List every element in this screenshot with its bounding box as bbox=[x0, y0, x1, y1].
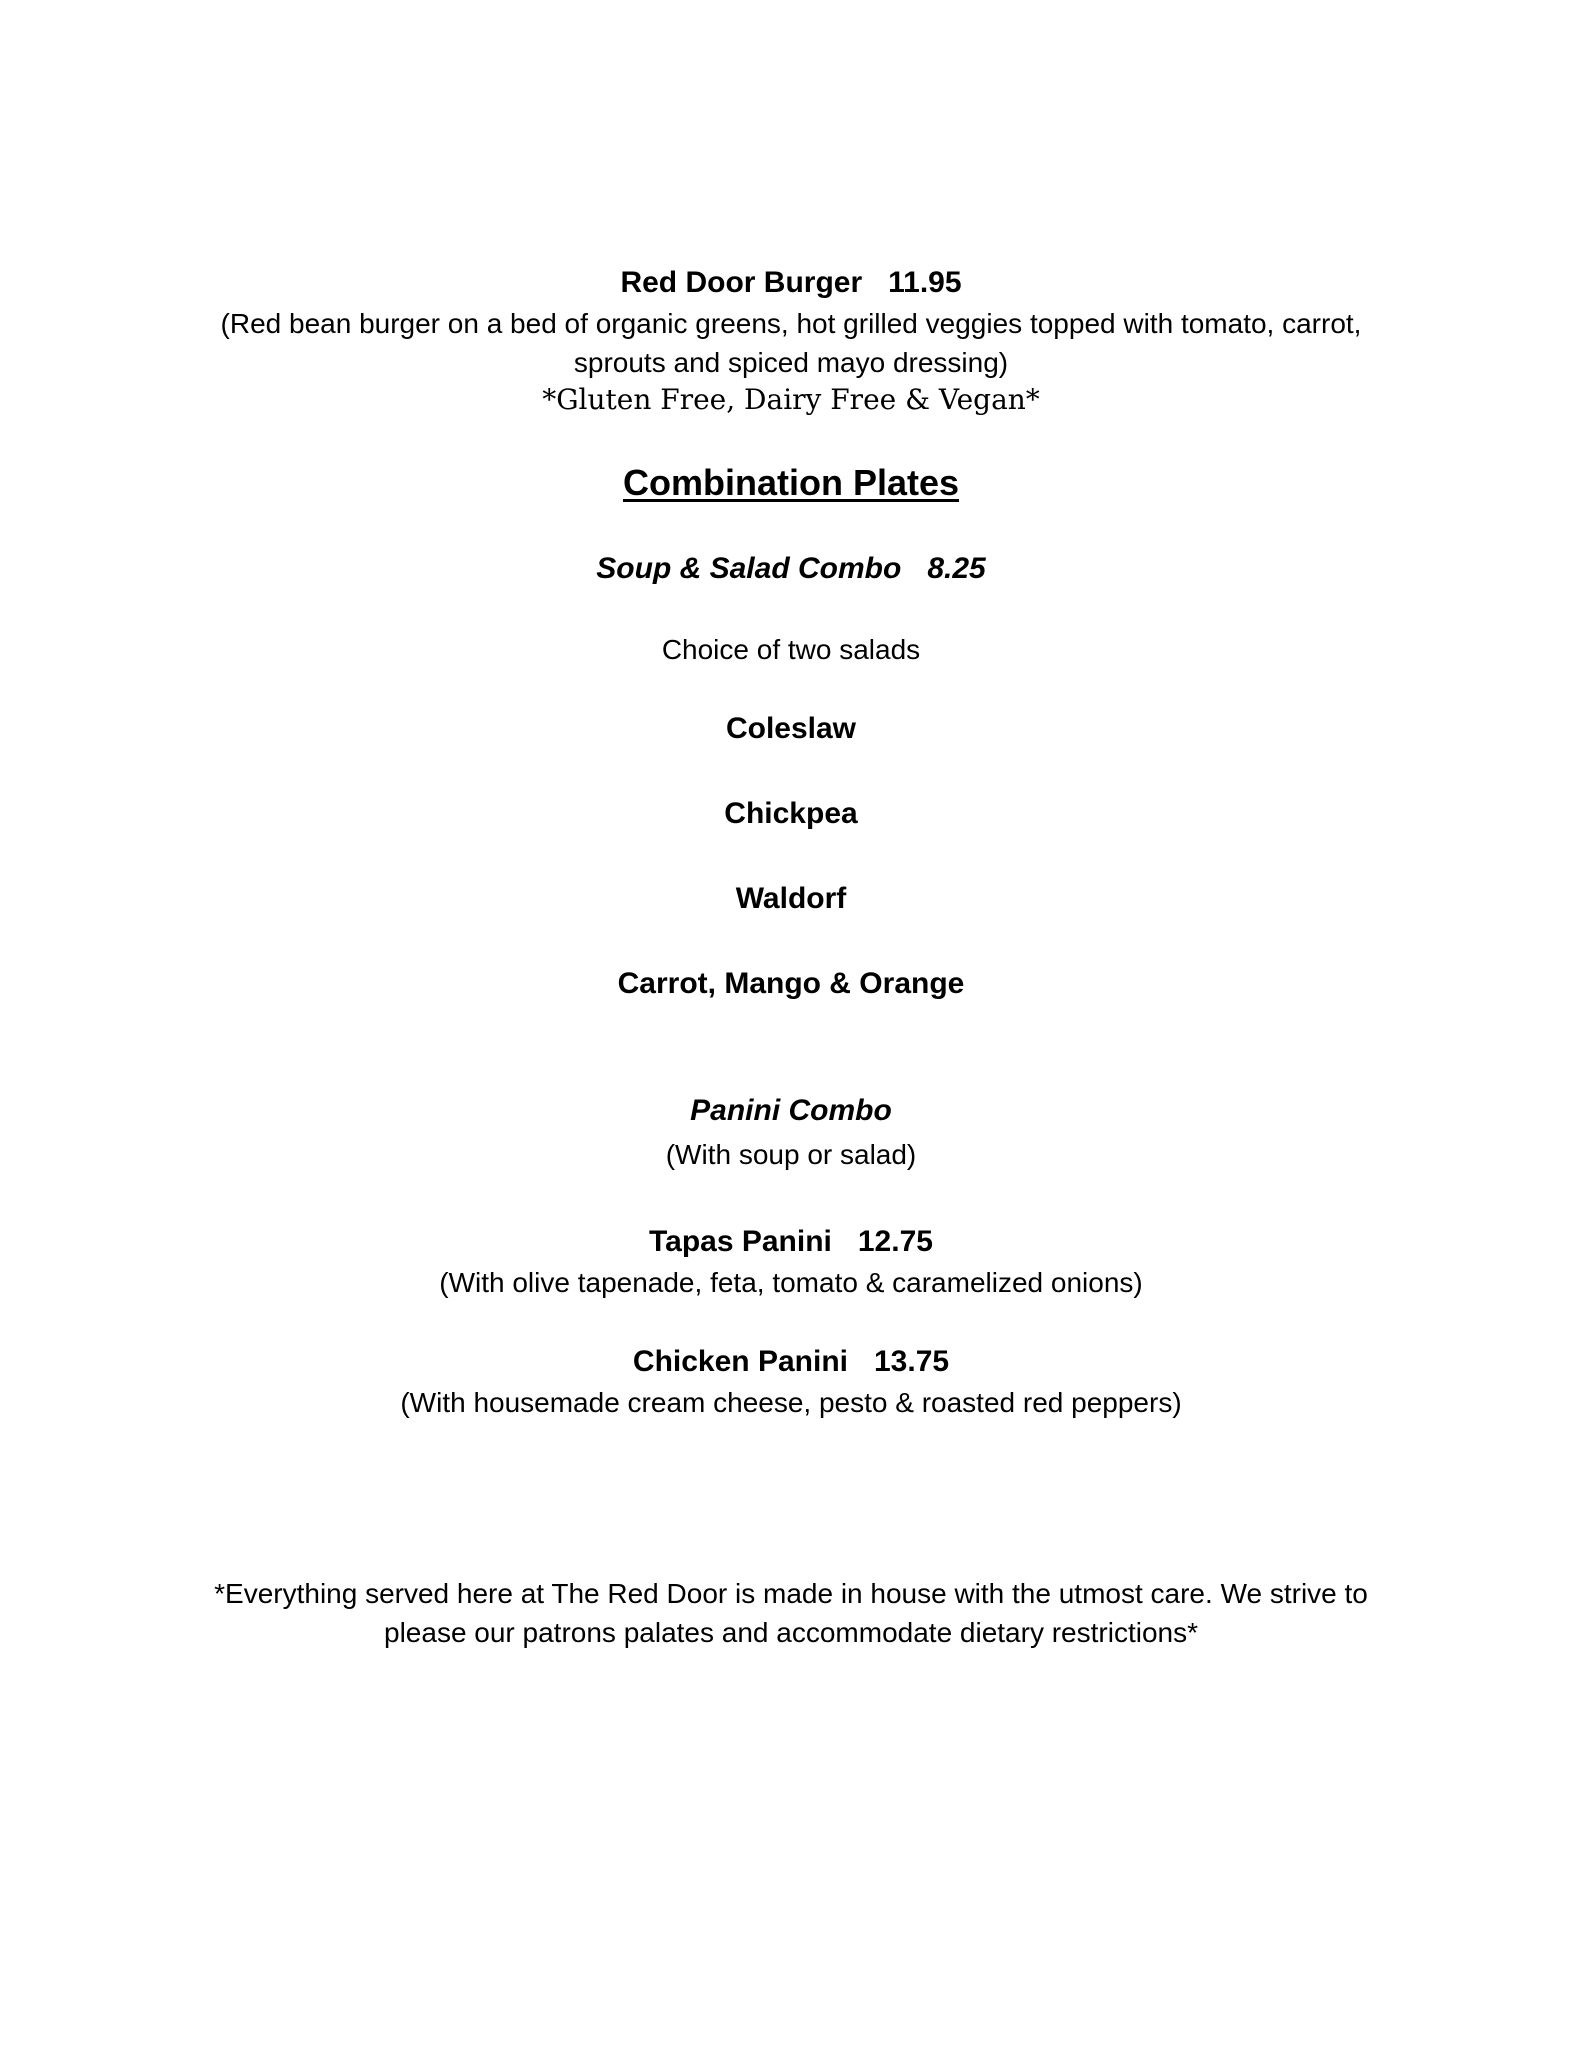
panini-item-name: Tapas Panini bbox=[649, 1225, 832, 1258]
panini-item-title bbox=[0, 1345, 1582, 1380]
salad-choice-text: Choice of two salads bbox=[661, 634, 921, 665]
panini-combo-title: Panini Combo bbox=[690, 1094, 892, 1127]
salad-item: Carrot, Mango & Orange bbox=[617, 967, 965, 1000]
burger-dietary-note: *Gluten Free, Dairy Free & Vegan* bbox=[542, 383, 1040, 416]
panini-item-name: Chicken Panini bbox=[632, 1345, 848, 1378]
burger-price: 11.95 bbox=[888, 266, 962, 299]
burger-description-line2: sprouts and spiced mayo dressing) bbox=[573, 347, 1009, 378]
soup-salad-combo-name: Soup & Salad Combo bbox=[596, 552, 902, 585]
panini-item-description: (With olive tapenade, feta, tomato & caramelized onions) bbox=[439, 1267, 1143, 1298]
salad-item: Waldorf bbox=[735, 882, 847, 915]
burger-title bbox=[0, 266, 1582, 301]
soup-salad-combo-title bbox=[0, 552, 1582, 587]
burger-name: Red Door Burger bbox=[620, 266, 863, 299]
panini-item-title bbox=[0, 1225, 1582, 1260]
soup-salad-combo-price: 8.25 bbox=[927, 552, 986, 585]
section-heading bbox=[0, 462, 1582, 503]
salad-item: Chickpea bbox=[724, 797, 858, 830]
burger-description-line1: (Red bean burger on a bed of organic greens, hot grilled veggies topped with tomato, carrot, bbox=[220, 308, 1362, 339]
salad-item: Coleslaw bbox=[725, 712, 857, 745]
footer-note-line1: *Everything served here at The Red Door is made in house with the utmost care. We strive to bbox=[214, 1578, 1368, 1609]
footer-note-line2: please our patrons palates and accommodate dietary restrictions* bbox=[384, 1617, 1198, 1648]
panini-item-price: 13.75 bbox=[873, 1345, 950, 1378]
panini-combo-note: (With soup or salad) bbox=[665, 1139, 917, 1170]
panini-item-description: (With housemade cream cheese, pesto & roasted red peppers) bbox=[400, 1387, 1182, 1418]
panini-item-price: 12.75 bbox=[857, 1225, 933, 1258]
combination-plates-heading: Combination Plates bbox=[622, 462, 960, 503]
